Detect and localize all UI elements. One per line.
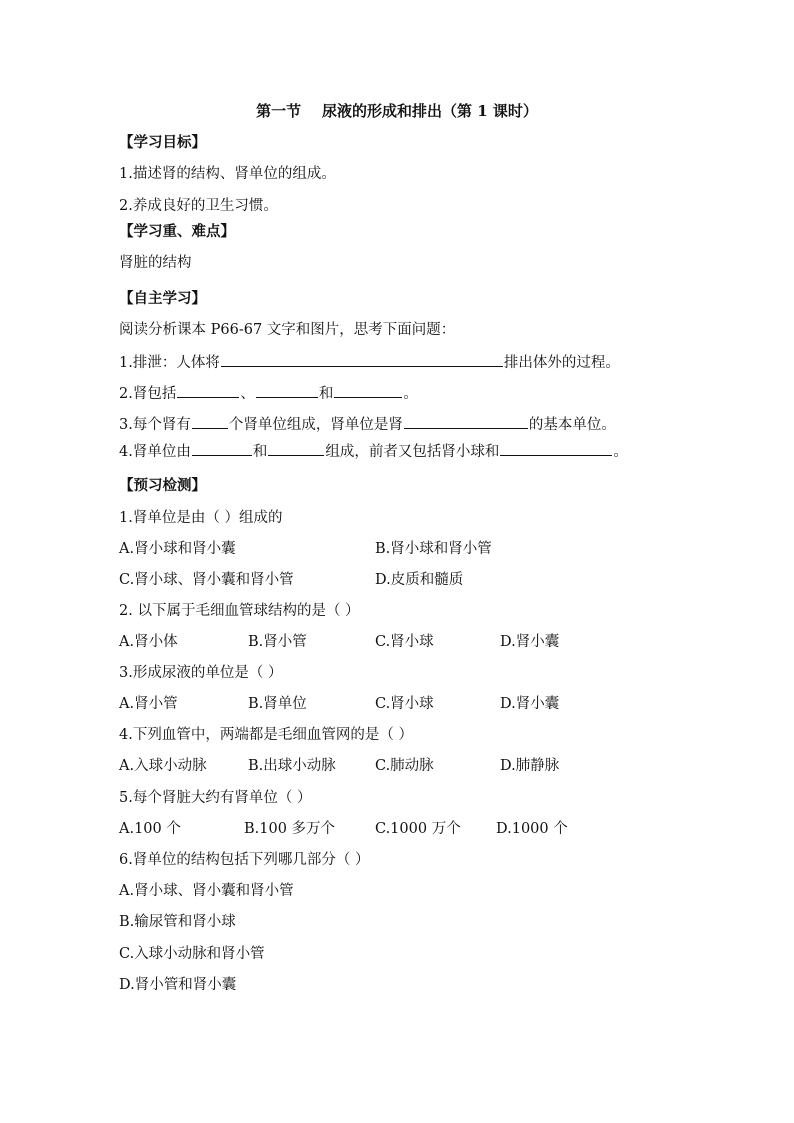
question-2-option-a[interactable]: A.肾小体 [119, 634, 178, 650]
key-points-heading: 【学习重、难点】 [119, 223, 235, 240]
fill-text: 排出体外的过程。 [503, 355, 620, 371]
fill-question-3 [119, 414, 616, 435]
goal-item-2: 2.养成良好的卫生习惯。 [119, 198, 278, 214]
answer-blank[interactable] [404, 414, 528, 429]
fill-text: 的基本单位。 [528, 417, 616, 433]
self-study-heading: 【自主学习】 [119, 290, 206, 307]
question-3-option-d[interactable]: D.肾小囊 [500, 696, 560, 712]
answer-blank[interactable] [221, 352, 503, 367]
answer-blank[interactable] [500, 441, 612, 456]
answer-blank[interactable] [256, 383, 318, 398]
answer-blank[interactable] [177, 383, 239, 398]
fill-text: 。 [403, 386, 418, 402]
answer-blank[interactable] [192, 441, 252, 456]
question-4-option-b[interactable]: B.出球小动脉 [248, 758, 336, 774]
question-2-option-c[interactable]: C.肾小球 [375, 634, 434, 650]
answer-blank[interactable] [192, 414, 228, 429]
answer-blank[interactable] [334, 383, 402, 398]
fill-question-4 [119, 441, 628, 462]
question-3-option-b[interactable]: B.肾单位 [248, 696, 307, 712]
question-4-stem: 4.下列血管中，两端都是毛细血管网的是（ ） [119, 727, 413, 743]
fill-text: 。 [613, 444, 628, 460]
question-5-option-d[interactable]: D.1000 个 [496, 821, 568, 837]
fill-text: 和 [252, 444, 268, 460]
fill-text: 、 [240, 386, 255, 402]
question-5-option-a[interactable]: A.100 个 [119, 821, 181, 837]
question-6-option-c[interactable]: C.入球小动脉和肾小管 [119, 946, 265, 962]
fill-text: 组成，前者又包括肾小球和 [325, 444, 500, 460]
fill-text: 个肾单位组成，肾单位是肾 [228, 417, 403, 433]
question-4-option-a[interactable]: A.入球小动脉 [119, 758, 207, 774]
question-6-option-a[interactable]: A.肾小球、肾小囊和肾小管 [119, 883, 294, 899]
question-1-stem: 1.肾单位是由（ ）组成的 [119, 510, 283, 526]
question-4-option-d[interactable]: D.肺静脉 [500, 758, 560, 774]
fill-text: 4.肾单位由 [119, 444, 191, 460]
question-5-stem: 5.每个肾脏大约有肾单位（ ） [119, 790, 312, 806]
question-1-option-c[interactable]: C.肾小球、肾小囊和肾小管 [119, 572, 294, 588]
question-6-stem: 6.肾单位的结构包括下列哪几部分（ ） [119, 852, 370, 868]
goals-heading: 【学习目标】 [119, 134, 206, 151]
question-6-option-b[interactable]: B.输尿管和肾小球 [119, 914, 236, 930]
fill-question-2 [119, 383, 418, 404]
question-3-option-c[interactable]: C.肾小球 [375, 696, 434, 712]
key-points-text: 肾脏的结构 [119, 255, 192, 271]
question-2-stem: 2. 以下属于毛细血管球结构的是（ ） [119, 603, 360, 619]
question-2-option-d[interactable]: D.肾小囊 [500, 634, 560, 650]
question-2-option-b[interactable]: B.肾小管 [248, 634, 307, 650]
question-1-option-b[interactable]: B.肾小球和肾小管 [375, 541, 492, 557]
question-5-option-c[interactable]: C.1000 万个 [375, 821, 461, 837]
question-3-stem: 3.形成尿液的单位是（ ） [119, 665, 283, 681]
question-4-option-c[interactable]: C.肺动脉 [375, 758, 434, 774]
preview-test-heading: 【预习检测】 [119, 477, 206, 494]
fill-text: 3.每个肾有 [119, 417, 191, 433]
question-6-option-d[interactable]: D.肾小管和肾小囊 [119, 977, 237, 993]
question-3-option-a[interactable]: A.肾小管 [119, 696, 178, 712]
question-1-option-d[interactable]: D.皮质和髓质 [375, 572, 464, 588]
fill-text: 2.肾包括 [119, 386, 177, 402]
goal-item-1: 1.描述肾的结构、肾单位的组成。 [119, 166, 336, 182]
answer-blank[interactable] [268, 441, 324, 456]
self-study-intro: 阅读分析课本 P66-67 文字和图片，思考下面问题： [119, 322, 456, 338]
fill-text: 1.排泄：人体将 [119, 355, 220, 371]
page-title: 第一节 尿液的形成和排出（第 1 课时） [256, 102, 538, 120]
question-1-option-a[interactable]: A.肾小球和肾小囊 [119, 541, 236, 557]
fill-text: 和 [318, 386, 334, 402]
question-5-option-b[interactable]: B.100 多万个 [244, 821, 336, 837]
fill-question-1 [119, 352, 620, 373]
